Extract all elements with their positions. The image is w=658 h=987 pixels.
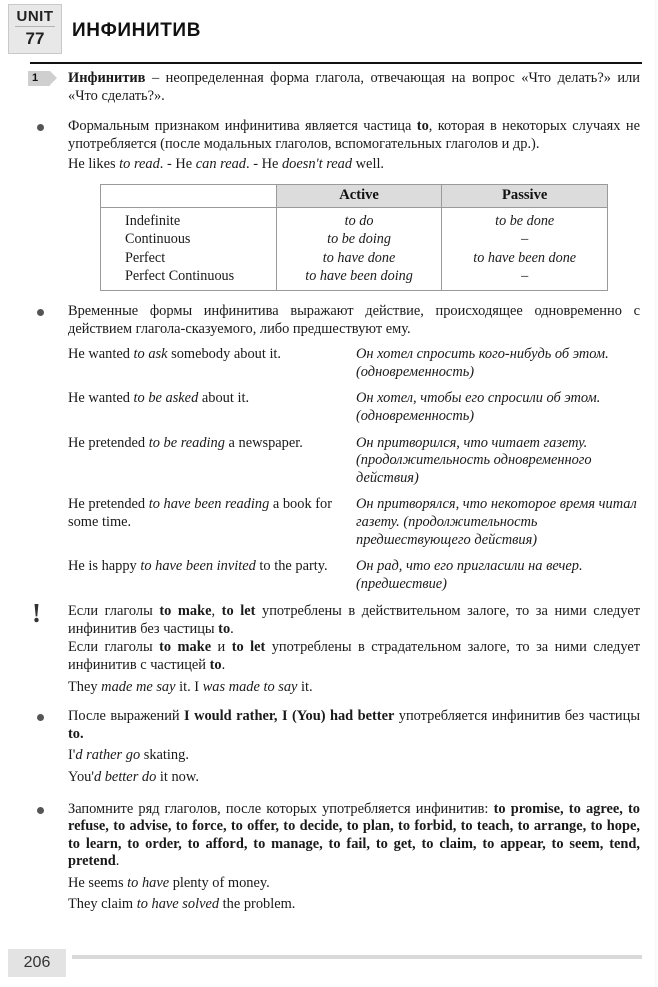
example-en-b: somebody about it. (167, 346, 282, 363)
section-definition (0, 70, 658, 105)
table-header-passive: Passive (442, 184, 608, 207)
particle-rule-part2: , которая в некоторых случаях не употребляется (после модальных глаголов, вспомогательных глаголов и др.). (68, 118, 640, 152)
section-number-marker: 1 (28, 71, 50, 86)
bullet-icon (37, 714, 44, 721)
row-active: to have been doing (276, 267, 442, 290)
verb-list-example-2 (68, 896, 640, 914)
would-rather-example-1 (68, 747, 640, 765)
make-let2-dot: . (221, 657, 226, 674)
make-let-ex-e: it. (297, 678, 313, 695)
infinitive-forms-table (100, 184, 608, 291)
example-en-b: a newspaper. (224, 434, 303, 451)
particle-example-e: . - He (246, 156, 282, 173)
example-en-infinitive: to have been invited (140, 558, 256, 575)
particle-example-f: doesn't read (281, 156, 353, 173)
example-en-a: He wanted (68, 346, 134, 363)
example-ru-text: Он хотел спросить кого-нибудь об этом. (356, 346, 609, 363)
example-russian (356, 496, 640, 549)
example-en-a: He pretended (68, 434, 149, 451)
row-passive: to be done (442, 207, 608, 230)
section-make-let (0, 598, 658, 696)
row-active: to have done (276, 249, 442, 268)
particle-example-g: well. (352, 156, 385, 173)
example-en-a: He is happy (68, 558, 141, 575)
row-passive: – (442, 267, 608, 290)
make-let-rule-passive (68, 639, 640, 674)
would-rather-b: употребляется инфинитив без частицы (394, 708, 640, 725)
example-ru-note: (предшествие) (356, 575, 447, 592)
section-tense-forms (0, 303, 658, 338)
wr-ex1-a: I' (68, 747, 76, 764)
make-let2-a: Если глаголы (68, 639, 160, 656)
example-russian (356, 346, 640, 381)
make-let-ex-b: made me say (101, 678, 176, 695)
footer-divider (72, 955, 642, 959)
table-row (101, 207, 608, 230)
examples-list (0, 346, 658, 593)
row-label: Perfect (101, 249, 277, 268)
make-let2-verb-make: to make (159, 639, 212, 656)
make-let-verb-let: to let (221, 603, 256, 620)
table-body (101, 207, 608, 290)
vl-ex1-b: to have (127, 875, 170, 891)
wr-ex1-c: skating. (140, 747, 189, 764)
make-let-a: Если глаголы (68, 603, 160, 620)
example-ru-note: (продолжительность предшествующего действия) (356, 513, 538, 548)
bullet-icon (37, 124, 44, 131)
example-row (68, 390, 640, 425)
vl-ex1-a: He seems (68, 875, 128, 891)
page-header (0, 0, 658, 58)
example-english (68, 496, 356, 549)
wr-ex2-c: it now. (156, 769, 199, 786)
definition-text (68, 70, 640, 105)
row-label: Indefinite (101, 207, 277, 230)
particle-example-b: to read (119, 156, 160, 173)
example-en-b: a book for some time. (68, 496, 333, 530)
example-en-a: He pretended (68, 496, 149, 513)
vl-ex2-c: the problem. (219, 895, 296, 912)
verb-list-intro: Запомните ряд глаголов, после которых употребляется инфинитив: (68, 800, 494, 817)
example-en-infinitive: to be reading (148, 434, 225, 451)
example-ru-text: Он притворялся, что некоторое время читал газету. (356, 496, 637, 530)
would-rather-to: to. (68, 725, 84, 742)
example-en-infinitive: to have been reading (148, 496, 270, 513)
row-active: to be doing (276, 230, 442, 249)
row-passive: – (442, 230, 608, 249)
example-en-a: He wanted (68, 390, 134, 407)
bullet-icon (37, 807, 44, 814)
definition-term: Инфинитив (68, 70, 146, 86)
particle-rule-text (68, 118, 640, 153)
example-russian (356, 435, 640, 488)
unit-separator (15, 26, 55, 27)
row-label: Continuous (101, 230, 277, 249)
particle-example-c: . - He (159, 156, 196, 173)
tense-forms-text: Временные формы инфинитива выражают действие, происходящее одновременно с действием глагола-сказуемого, либо предшествуют ему. (68, 302, 640, 337)
section-particle-to (0, 118, 658, 174)
make-let2-b: употреблены в страдательном залоге, то за ними следует инфинитив с частицей (68, 639, 640, 674)
particle-example (68, 156, 640, 174)
bullet-icon (37, 309, 44, 316)
example-english (68, 435, 356, 488)
section-verb-list (0, 801, 658, 914)
verb-list-rule (68, 801, 640, 871)
example-en-infinitive: to be asked (133, 390, 199, 407)
example-ru-note: (одновременность) (356, 407, 475, 424)
header-divider (30, 62, 642, 64)
example-en-infinitive: to ask (133, 346, 168, 363)
make-let-rule-active (68, 603, 640, 638)
row-active: to do (276, 207, 442, 230)
table-header-row (101, 184, 608, 207)
table-row (101, 230, 608, 249)
example-row (68, 496, 640, 549)
unit-word: UNIT (16, 8, 54, 25)
exclamation-icon: ! (32, 598, 41, 629)
make-let2-and: и (211, 639, 232, 656)
wr-ex2-a: You' (68, 769, 94, 786)
page-title: ИНФИНИТИВ (72, 20, 202, 41)
example-row (68, 346, 640, 381)
verb-list-verbs: to promise, to agree, to refuse, to advise, to force, to offer, to decide, to plan, to forbid, to teach, to arrange, to hope, to learn, to order, to afford, to manage, to fail, to get, to claim, to appear, to seem, tend, pretend (68, 800, 641, 870)
make-let-comma: , (211, 603, 222, 620)
vl-ex2-a: They claim (68, 895, 137, 912)
particle-example-d: can read (195, 156, 246, 173)
verb-list-dot: . (115, 853, 120, 870)
example-english (68, 390, 356, 425)
particle-rule-part1: Формальным признаком инфинитива является частица (68, 118, 417, 135)
make-let2-to: to (209, 657, 222, 674)
make-let-ex-d: was made to say (202, 678, 298, 695)
particle-rule-to: to (416, 118, 429, 135)
wr-ex2-b: d better do (93, 769, 157, 786)
page-content (0, 70, 658, 924)
definition-body: – неопределенная форма глагола, отвечающая на вопрос «Что делать?» или «Что сделать?». (68, 70, 640, 104)
example-ru-text: Он рад, что его пригласили на вечер. (356, 558, 583, 575)
example-russian (356, 558, 640, 593)
make-let-ex-c: it. I (175, 678, 203, 695)
verb-list-example-1 (68, 875, 640, 893)
example-ru-note: (продолжительность одновременного действия) (356, 452, 592, 486)
vl-ex2-b: to have solved (136, 895, 220, 912)
particle-example-a: He likes (68, 156, 120, 173)
wr-ex1-b: d rather go (75, 747, 141, 764)
row-passive: to have been done (442, 249, 608, 268)
example-english (68, 558, 356, 593)
row-label: Perfect Continuous (101, 267, 277, 290)
would-rather-a: После выражений (68, 708, 185, 725)
example-row (68, 435, 640, 488)
section-would-rather (0, 708, 658, 786)
unit-number: 77 (25, 29, 45, 48)
table-header-active: Active (276, 184, 442, 207)
would-rather-expressions: I would rather, I (You) had better (184, 708, 395, 725)
example-russian (356, 390, 640, 425)
make-let-dot: . (230, 620, 234, 637)
example-ru-text: Он притворился, что читает газету. (356, 434, 588, 451)
example-en-b: about it. (198, 390, 250, 407)
page-footer (0, 943, 658, 987)
vl-ex1-c: plenty of money. (169, 875, 270, 891)
would-rather-example-2 (68, 769, 640, 787)
example-english (68, 346, 356, 381)
table-row (101, 249, 608, 268)
make-let-b: употреблены в действительном залоге, то за ними следует инфинитив без частицы (68, 603, 640, 637)
infinitive-forms-table-wrapper (0, 184, 658, 291)
example-ru-text: Он хотел, чтобы его спросили об этом. (356, 390, 601, 407)
table-head (101, 184, 608, 207)
make-let-ex-a: They (68, 678, 102, 695)
would-rather-rule (68, 708, 640, 743)
example-en-b: to the party. (255, 558, 328, 575)
make-let2-verb-let: to let (231, 639, 266, 656)
example-row (68, 558, 640, 593)
table-header-blank (101, 184, 277, 207)
table-row (101, 267, 608, 290)
page-number: 206 (8, 949, 66, 977)
make-let-example (68, 679, 640, 697)
make-let-to: to (218, 620, 231, 637)
make-let-verb-make: to make (159, 603, 212, 620)
unit-badge (8, 4, 62, 54)
example-ru-note: (одновременность) (356, 363, 475, 380)
